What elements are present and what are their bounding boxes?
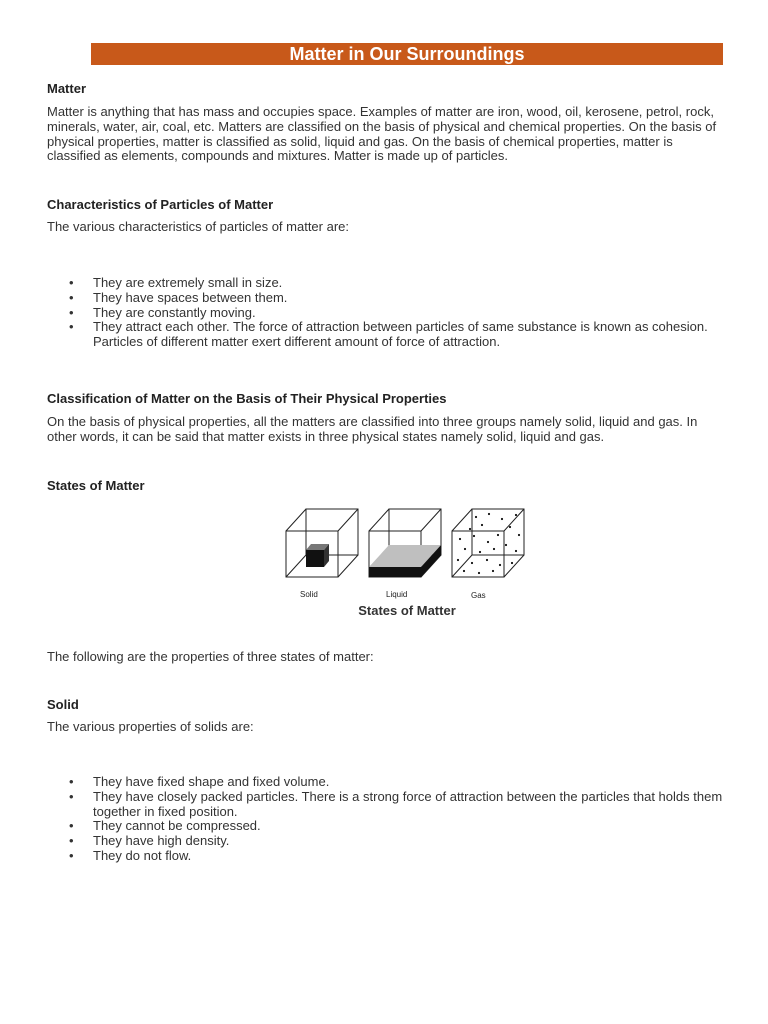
bullet-icon: •	[69, 289, 74, 305]
list-item	[47, 849, 727, 864]
paragraph-solid-intro: The various properties of solids are:	[47, 719, 254, 734]
gas-particles-icon	[457, 513, 520, 574]
states-of-matter-figure	[284, 505, 526, 601]
page-title-banner: Matter in Our Surroundings	[91, 43, 723, 65]
list-item-text: They have fixed shape and fixed volume.	[93, 774, 330, 789]
solid-properties-list	[47, 775, 727, 864]
bullet-icon: •	[69, 818, 74, 834]
paragraph-characteristics-intro: The various characteristics of particles of matter are:	[47, 219, 350, 234]
list-item-text: They have closely packed particles. There is a strong force of attraction between the particles that holds them together in fixed position.	[93, 788, 723, 819]
bullet-icon: •	[69, 774, 74, 789]
heading-characteristics: Characteristics of Particles of Matter	[47, 197, 274, 212]
list-item-text: They have spaces between them.	[93, 289, 288, 305]
bullet-icon: •	[69, 847, 74, 863]
figure-label-liquid: Liquid	[386, 590, 408, 599]
paragraph-matter: Matter is anything that has mass and occupies space. Examples of matter are iron, wood, oil, kerosene, petrol, rock, minerals, water, air, coal, etc. Matters are classified on the basis of physical and chemical properties. On the basis of physical properties, matter is classified as solid, liquid and gas. On the basis of chemical properties, matter is classified as elements, compounds and mixtures. Matter is made up of particles.	[47, 104, 717, 164]
bullet-icon: •	[69, 275, 74, 290]
list-item-text: They are constantly moving.	[93, 304, 256, 320]
bullet-icon: •	[69, 304, 74, 320]
list-item	[47, 819, 727, 834]
heading-matter: Matter	[47, 81, 87, 96]
list-item-text: They have high density.	[93, 833, 230, 849]
figure-caption: States of Matter	[358, 603, 456, 618]
list-item	[47, 790, 727, 820]
characteristics-list	[47, 276, 727, 350]
figure-label-gas: Gas	[471, 591, 486, 600]
list-item	[47, 834, 727, 849]
list-item	[47, 276, 727, 291]
list-item	[47, 291, 727, 306]
heading-solid: Solid	[47, 697, 79, 712]
list-item	[47, 320, 727, 350]
bullet-icon: •	[69, 833, 74, 849]
list-item-text: They attract each other. The force of attraction between particles of same substance is known as cohesion. Particles of different matter exert different amount of force of attraction.	[93, 319, 708, 350]
list-item	[47, 775, 727, 790]
bullet-icon: •	[69, 319, 74, 335]
list-item-text: They do not flow.	[93, 847, 192, 863]
heading-states-of-matter: States of Matter	[47, 478, 145, 493]
figure-label-solid: Solid	[300, 590, 318, 599]
bullet-icon: •	[69, 788, 74, 804]
list-item	[47, 306, 727, 321]
liquid-fill-icon	[369, 545, 441, 577]
solid-block-icon	[306, 544, 329, 567]
paragraph-classification: On the basis of physical properties, all the matters are classified into three groups namely solid, liquid and gas. In other words, it can be said that matter exists in three physical states namely solid, liquid and gas.	[47, 414, 698, 444]
heading-classification: Classification of Matter on the Basis of Their Physical Properties	[47, 391, 447, 406]
list-item-text: They are extremely small in size.	[93, 275, 283, 290]
list-item-text: They cannot be compressed.	[93, 818, 261, 834]
paragraph-states-following: The following are the properties of three states of matter:	[47, 649, 374, 664]
